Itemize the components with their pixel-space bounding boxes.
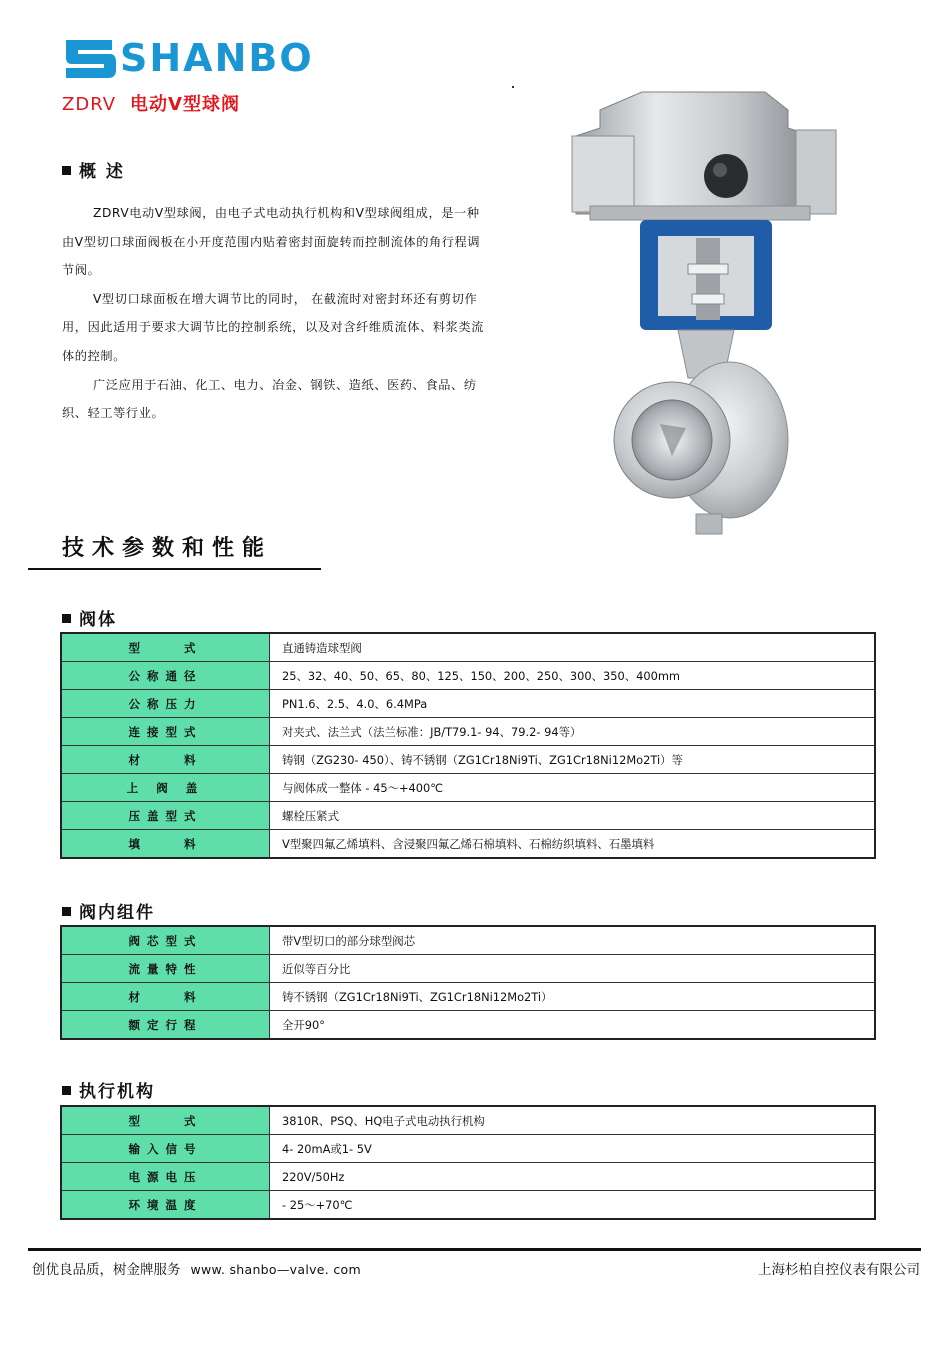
overview-paragraph: 广泛应用于石油、化工、电力、冶金、钢铁、造纸、医药、食品、纺织、轻工等行业。 [62, 377, 477, 421]
footer-left [32, 1258, 361, 1278]
footer-rule [28, 1248, 921, 1251]
actuator-heading: 执行机构 [62, 1077, 155, 1102]
table-row [61, 926, 875, 955]
spec-value: 带V型切口的部分球型阀芯 [270, 926, 876, 955]
table-row [61, 1106, 875, 1135]
spec-value: 铸不锈钢（ZG1Cr18Ni9Ti、ZG1Cr18Ni12Mo2Ti） [270, 983, 876, 1011]
table-row [61, 802, 875, 830]
spec-value: 220V/50Hz [270, 1163, 876, 1191]
spec-key: 型 式 [61, 633, 270, 662]
spec-key: 额定行程 [61, 1011, 270, 1040]
trim-components-heading: 阀内组件 [62, 898, 155, 923]
spec-key: 材 料 [61, 983, 270, 1011]
spec-value: 全开90° [270, 1011, 876, 1040]
overview-text [62, 199, 487, 428]
table-row [61, 718, 875, 746]
spec-key: 电源电压 [61, 1163, 270, 1191]
valve-body-heading: 阀体 [62, 605, 117, 630]
spec-value: 与阀体成一整体 - 45～+400℃ [270, 774, 876, 802]
spec-value: 4- 20mA或1- 5V [270, 1135, 876, 1163]
actuator-table [60, 1105, 876, 1220]
spec-value: 直通铸造球型阀 [270, 633, 876, 662]
title-underline [28, 568, 321, 570]
table-row [61, 955, 875, 983]
spec-value: 近似等百分比 [270, 955, 876, 983]
table-row [61, 1163, 875, 1191]
table-row [61, 983, 875, 1011]
table-row [61, 830, 875, 859]
spec-value: 3810R、PSQ、HQ电子式电动执行机构 [270, 1106, 876, 1135]
spec-key: 公称通径 [61, 662, 270, 690]
table-row [61, 1191, 875, 1220]
valve-body-table [60, 632, 876, 859]
table-row [61, 633, 875, 662]
spec-key: 连接型式 [61, 718, 270, 746]
footer-url[interactable]: www. shanbo—valve. com [190, 1262, 361, 1277]
bullet-square-icon [62, 614, 71, 623]
tech-specs-title: 技术参数和性能 [62, 536, 273, 561]
spec-key: 环境温度 [61, 1191, 270, 1220]
spec-key: 阀芯型式 [61, 926, 270, 955]
table-row [61, 690, 875, 718]
spec-value: 对夹式、法兰式（法兰标准：JB/T79.1- 94、79.2- 94等） [270, 718, 876, 746]
footer-slogan: 创优良品质，树金牌服务 [32, 1262, 181, 1278]
valve-product-image [560, 88, 850, 550]
bullet-square-icon [62, 1086, 71, 1095]
spec-key: 填 料 [61, 830, 270, 859]
table-row [61, 746, 875, 774]
product-title [62, 90, 240, 116]
spec-value: 铸钢（ZG230- 450）、铸不锈钢（ZG1Cr18Ni9Ti、ZG1Cr18Ni12Mo2Ti）等 [270, 746, 876, 774]
table-row [61, 1011, 875, 1040]
table-row [61, 1135, 875, 1163]
table-row [61, 774, 875, 802]
spec-value: - 25～+70℃ [270, 1191, 876, 1220]
brand-logo [62, 34, 314, 82]
trim-components-table [60, 925, 876, 1040]
footer-company: 上海杉柏自控仪表有限公司 [758, 1262, 920, 1278]
spec-key: 流量特性 [61, 955, 270, 983]
overview-paragraph: V型切口球面板在增大调节比的同时， 在截流时对密封环还有剪切作用，因此适用于要求大调节比的控制系统，以及对含纤维质流体、料浆类流体的控制。 [62, 291, 484, 363]
spec-key: 输入信号 [61, 1135, 270, 1163]
bullet-square-icon [62, 166, 71, 175]
product-name: 电动V型球阀 [130, 94, 240, 115]
spec-key: 型 式 [61, 1106, 270, 1135]
spec-key: 公称压力 [61, 690, 270, 718]
spec-value: PN1.6、2.5、4.0、6.4MPa [270, 690, 876, 718]
spec-value: 25、32、40、50、65、80、125、150、200、250、300、350、400mm [270, 662, 876, 690]
spec-key: 材 料 [61, 746, 270, 774]
spec-key: 压盖型式 [61, 802, 270, 830]
bullet-square-icon [62, 907, 71, 916]
overview-heading: 概 述 [62, 157, 125, 182]
logo-mark-icon [62, 36, 118, 80]
spec-key: 上 阀 盖 [61, 774, 270, 802]
spec-value: V型聚四氟乙烯填料、含浸聚四氟乙烯石棉填料、石棉纺织填料、石墨填料 [270, 830, 876, 859]
spec-value: 螺栓压紧式 [270, 802, 876, 830]
logo-wordmark: SHANBO [120, 36, 314, 80]
overview-paragraph: ZDRV电动V型球阀，由电子式电动执行机构和V型球阀组成，是一种由V型切口球面阀板在小开度范围内贴着密封面旋转而控制流体的角行程调节阀。 [62, 206, 481, 278]
stray-dot [512, 86, 514, 88]
table-row [61, 662, 875, 690]
product-code: ZDRV [62, 94, 117, 115]
